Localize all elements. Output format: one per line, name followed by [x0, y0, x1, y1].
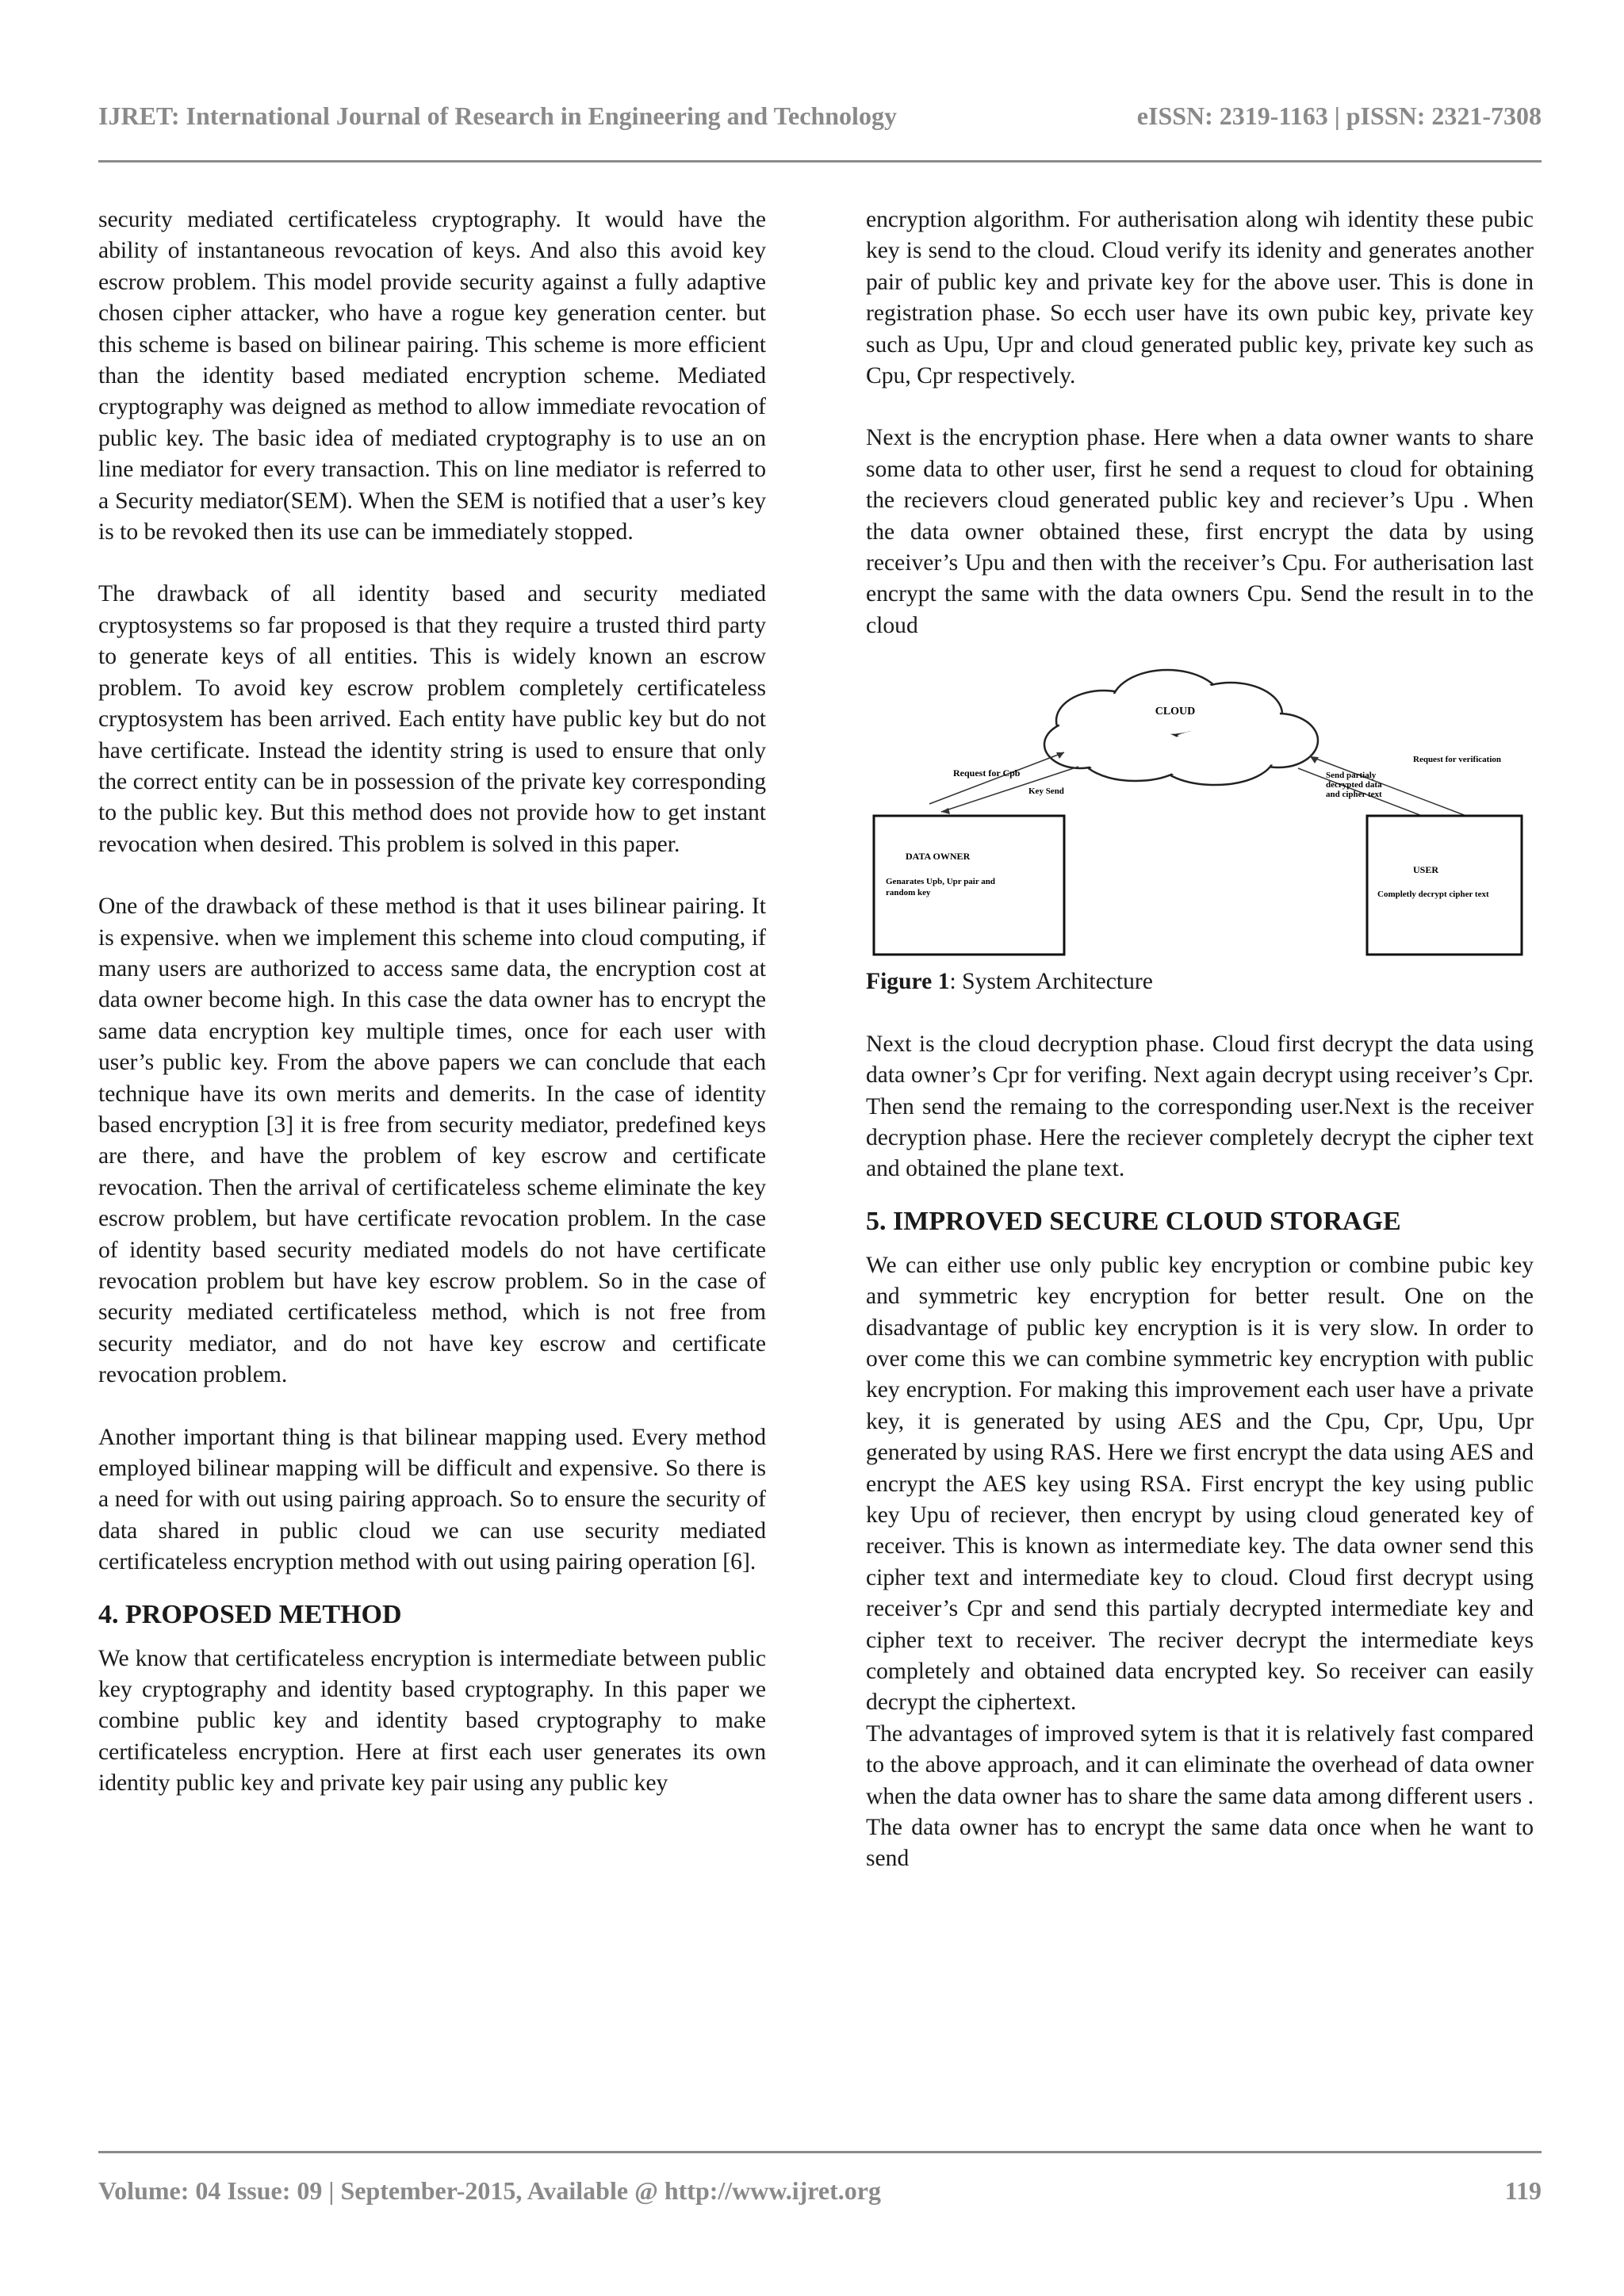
volume-info: Volume: 04 Issue: 09 | September-2015, Available @ http://www.ijret.org [98, 2176, 881, 2205]
data-owner-desc: random key [886, 888, 931, 898]
data-owner-title: DATA OWNER [906, 851, 971, 863]
paragraph: encryption algorithm. For autherisation along wih identity these pubic key is send to the cloud. Cloud verify its idenity and generates another pair of public key and private key for the above user. This is done in registration phase. So ecch user have its own pubic key, private key such as Upu, Upr and cloud generated public key, private key such as Cpu, Cpr respectively. [866, 207, 1534, 389]
page-header [98, 94, 1542, 141]
request-cpb-label: Request for Cpb [953, 767, 1021, 779]
section-heading: 5. IMPROVED SECURE CLOUD STORAGE [866, 1206, 1401, 1236]
data-owner-desc: Genarates Upb, Upr pair and [886, 877, 996, 887]
page-number: 119 [1504, 2176, 1542, 2205]
caption-text: : System Architecture [949, 969, 1153, 995]
paragraph: We can either use only public key encryption or combine pubic key and symmetric key encryption for better result. One on the disadvantage of public key encryption is it is very slow. In order to over come this we can combine symmetric key encryption with public key encryption. For making this improvement each user have a private key, it is generated by using AES and the Cpu, Cpr, Upu, Upr generated by using RAS. Here we first encrypt the data using AES and encrypt the AES key using RSA. First encrypt the key using public key Upu of reciever, then encrypt by using cloud generated key of receiver. This is known as intermediate key. The data owner send this cipher text and intermediate key to cloud. Cloud first decrypt using receiver’s Cpr and send this partialy decrypted intermediate key and cipher text to receiver. The reciver decrypt the intermediate keys completely and obtained data encrypted key. So receiver can easily decrypt the ciphertext. [866, 1252, 1534, 1716]
architecture-diagram [866, 665, 1534, 966]
request-verification-label: Request for verification [1413, 755, 1501, 765]
paragraph: Next is the encryption phase. Here when a data owner wants to share some data to other user, first he send a request to cloud for obtaining the recievers cloud generated public key and reciever’s Upu . When the data owner obtained these, first encrypt the data by using receiver’s Upu and then with the receiver’s Cpu. For autherisation last encrypt the same with the data owners Cpu. Send the result in to the cloud [866, 425, 1534, 638]
user-box [1367, 816, 1522, 955]
figure-caption [866, 966, 1534, 997]
journal-title: IJRET: International Journal of Research in Engineering and Technology [98, 101, 897, 130]
section-heading: 4. PROPOSED METHOD [98, 1599, 402, 1629]
paragraph: The drawback of all identity based and security mediated cryptosystems so far proposed is that they require a trusted third party to generate keys of all entities. This is widely known an escrow problem. To avoid key escrow problem completely certificateless cryptosystem has been arrived. Each entity have public key but do not have certificate. Instead the identity string is used to ensure that only the correct entity can be in possession of the private key corresponding to the public key. But this method does not provide how to get instant revocation when desired. This problem is solved in this paper. [98, 581, 766, 857]
right-column [866, 205, 1534, 1875]
send-partial-label: and cipher text [1326, 790, 1382, 800]
user-desc: Completly decrypt cipher text [1377, 890, 1489, 900]
paragraph: The advantages of improved sytem is that it is relatively fast compared to the above approach, and it can eliminate the overhead of data owner when the data owner has to share the same data among different users . The data owner has to encrypt the same data once when he want to send [866, 1720, 1534, 1872]
page-footer [98, 2176, 1542, 2216]
key-send-label: Key Send [1028, 786, 1064, 797]
send-partial-label: decrypted data [1326, 780, 1382, 790]
left-column [98, 205, 766, 1800]
arrow-head [1310, 756, 1319, 763]
paragraph: One of the drawback of these method is that it uses bilinear pairing. It is expensive. when we implement this scheme into cloud computing, if many users are authorized to access same data, the encryption cost at data owner become high. In this case the data owner has to encrypt the same data encryption key multiple times, once for each user with user’s public key. From the above papers we can conclude that each technique have its own merits and demerits. In the case of identity based encryption [3] it is free from security mediator, predefined keys are there, and have the problem of key escrow and certificate revocation. Then the arrival of certificateless scheme eliminate the key escrow problem, but have certificate revocation problem. In the case of identity based security mediated models do not have certificate revocation problem but have key escrow problem. So in the case of security mediated certificateless method, which is not free from security mediator, and do not have key escrow and certificate revocation problem. [98, 894, 766, 1388]
caption-label: Figure 1 [866, 969, 950, 995]
user-title: USER [1413, 864, 1439, 876]
paragraph: We know that certificateless encryption is intermediate between public key cryptography and identity based cryptography. In this paper we combine public key and identity based cryptography to make certificateless encryption. Here at first each user generates its own identity public key and private key pair using any public key [98, 1645, 766, 1797]
header-rule [98, 160, 1542, 163]
send-partial-label: Send partialy [1326, 771, 1377, 781]
cloud-label: CLOUD [1155, 706, 1196, 718]
system-architecture-figure [866, 665, 1534, 966]
paragraph: security mediated certificateless cryptography. It would have the ability of instantaneous revocation of keys. And also this avoid key escrow problem. This model provide security against a fully adaptive chosen cipher attacker, who have a rogue key generation center. but this scheme is based on bilinear pairing. This scheme is more efficient than the identity based mediated encryption scheme. Mediated cryptography was deigned as method to allow immediate revocation of public key. The basic idea of mediated cryptography is to use an on line mediator for every transaction. This on line mediator is referred to a Security mediator(SEM). When the SEM is notified that a user’s key is to be revoked then its use can be immediately stopped. [98, 207, 766, 545]
paragraph: Next is the cloud decryption phase. Cloud first decrypt the data using data owner’s Cpr for verifing. Next again decrypt using receiver’s Cpr. Then send the remaing to the corresponding user.Next is the receiver decryption phase. Here the reciever completely decrypt the cipher text and obtained the plane text. [866, 1031, 1534, 1182]
paragraph: Another important thing is that bilinear mapping used. Every method employed bilinear mapping will be difficult and expensive. So there is a need for with out using pairing approach. So to ensure the security of data shared in public cloud we can use security mediated certificateless encryption method with out using pairing operation [6]. [98, 1424, 766, 1575]
footer-rule [98, 2151, 1542, 2153]
issn: eISSN: 2319-1163 | pISSN: 2321-7308 [1136, 101, 1542, 130]
